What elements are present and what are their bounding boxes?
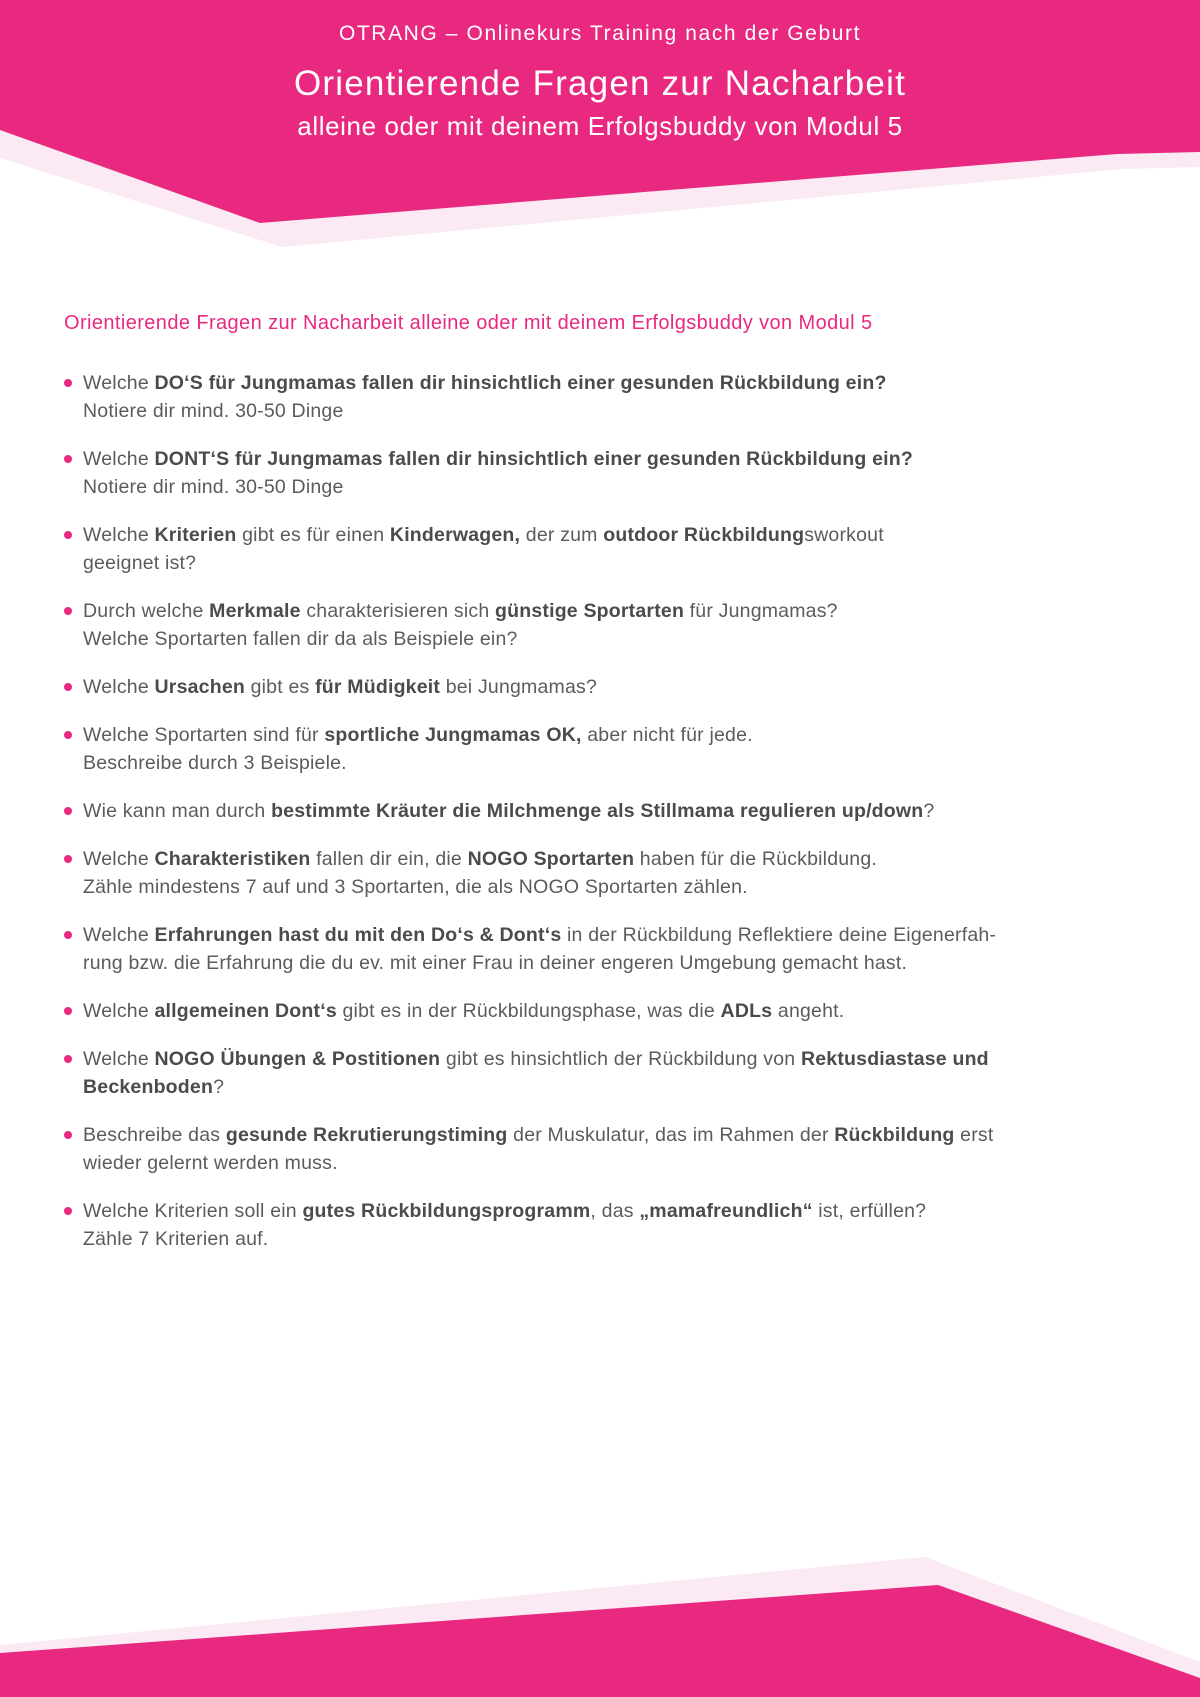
bullet-dot-icon [64, 531, 72, 539]
question-item [64, 921, 1142, 977]
question-line: Welche Sportarten sind für sportliche Jungmamas OK, aber nicht für jede. [83, 724, 753, 746]
bullet-dot-icon [64, 807, 72, 815]
question-item [64, 445, 1142, 501]
question-item [64, 845, 1142, 901]
question-line: Welche Charakteristiken fallen dir ein, die NOGO Sportarten haben für die Rückbildung. [83, 848, 877, 870]
question-line: Zähle 7 Kriterien auf. [83, 1228, 269, 1250]
question-item [64, 597, 1142, 653]
bullet-dot-icon [64, 379, 72, 387]
question-line: Welche Ursachen gibt es für Müdigkeit bei Jungmamas? [83, 676, 598, 698]
question-list [64, 369, 1142, 1253]
question-item [64, 797, 1142, 825]
bullet-dot-icon [64, 1055, 72, 1063]
content-area [64, 312, 1142, 1273]
question-line: Zähle mindestens 7 auf und 3 Sportarten, die als NOGO Sportarten zählen. [83, 876, 748, 898]
bullet-dot-icon [64, 931, 72, 939]
footer-banner [0, 1547, 1200, 1697]
page-title: Orientierende Fragen zur Nacharbeit [293, 64, 906, 103]
question-item [64, 521, 1142, 577]
question-line: Welche allgemeinen Dont‘s gibt es in der Rückbildungsphase, was die ADLs angeht. [83, 1000, 845, 1022]
question-line: Durch welche Merkmale charakterisieren sich günstige Sportarten für Jungmamas? [83, 600, 838, 622]
question-line: Welche DONT‘S für Jungmamas fallen dir hinsichtlich einer gesunden Rückbildung ein? [83, 448, 913, 470]
question-line: rung bzw. die Erfahrung die du ev. mit einer Frau in deiner engeren Umgebung gemacht hast. [83, 952, 908, 974]
bullet-dot-icon [64, 1207, 72, 1215]
header-banner [0, 0, 1200, 260]
bullet-dot-icon [64, 1131, 72, 1139]
question-line: Beckenboden? [83, 1076, 225, 1098]
bullet-dot-icon [64, 855, 72, 863]
question-item [64, 721, 1142, 777]
bullet-dot-icon [64, 683, 72, 691]
page-subtitle: alleine oder mit deinem Erfolgsbuddy von Modul 5 [297, 111, 903, 141]
question-line: Welche NOGO Übungen & Postitionen gibt es hinsichtlich der Rückbildung von Rektusdiastase und [83, 1048, 989, 1070]
footer-ribbon [0, 1547, 1200, 1697]
question-line: geeignet ist? [83, 552, 197, 574]
question-line: Notiere dir mind. 30-50 Dinge [83, 400, 344, 422]
question-line: Beschreibe durch 3 Beispiele. [83, 752, 347, 774]
question-line: Wie kann man durch bestimmte Kräuter die Milchmenge als Stillmama regulieren up/down? [83, 800, 935, 822]
question-line: wieder gelernt werden muss. [83, 1152, 338, 1174]
bullet-dot-icon [64, 455, 72, 463]
question-item [64, 369, 1142, 425]
bullet-dot-icon [64, 607, 72, 615]
bullet-dot-icon [64, 731, 72, 739]
question-line: Welche Erfahrungen hast du mit den Do‘s & Dont‘s in der Rückbildung Reflektiere deine Eigenerfah- [83, 924, 997, 946]
question-line: Notiere dir mind. 30-50 Dinge [83, 476, 344, 498]
question-line: Welche Kriterien soll ein gutes Rückbildungsprogramm, das „mamafreundlich“ ist, erfüllen? [83, 1200, 927, 1222]
question-line: Welche Kriterien gibt es für einen Kinderwagen, der zum outdoor Rückbildungsworkout [83, 524, 884, 546]
question-item [64, 997, 1142, 1025]
question-item [64, 1197, 1142, 1253]
question-line: Beschreibe das gesunde Rekrutierungstiming der Muskulatur, das im Rahmen der Rückbildung erst [83, 1124, 994, 1146]
bullet-dot-icon [64, 1007, 72, 1015]
question-item [64, 673, 1142, 701]
course-label: OTRANG – Onlinekurs Training nach der Geburt [338, 22, 862, 45]
question-item [64, 1121, 1142, 1177]
question-line: Welche Sportarten fallen dir da als Beispiele ein? [83, 628, 518, 650]
section-heading: Orientierende Fragen zur Nacharbeit alleine oder mit deinem Erfolgsbuddy von Modul 5 [64, 312, 873, 334]
question-item [64, 1045, 1142, 1101]
question-line: Welche DO‘S für Jungmamas fallen dir hinsichtlich einer gesunden Rückbildung ein? [83, 372, 887, 394]
